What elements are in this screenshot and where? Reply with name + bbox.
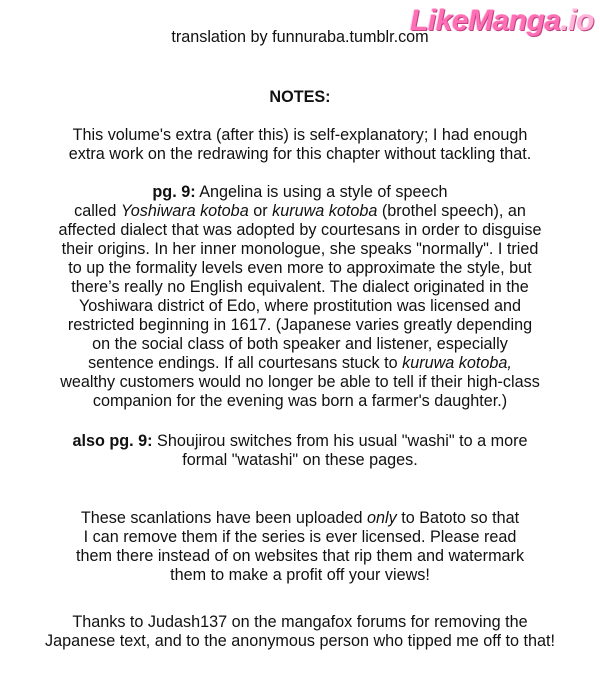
thanks-line-2: Japanese text, and to the anonymous person who tipped me off to that!: [45, 632, 555, 650]
note-text: or: [248, 202, 273, 220]
intro-line-1: This volume's extra (after this) is self-explanatory; I had enough: [72, 126, 528, 144]
note-text: sentence endings. If all courtesans stuck to: [88, 354, 403, 372]
intro-line-2: extra work on the redrawing for this chapter without tackling that.: [68, 145, 532, 163]
note-pg9-text: Angelina is using a style of speech: [195, 183, 448, 201]
note-also-pg9-label: also pg. 9:: [72, 432, 153, 450]
notes-heading: NOTES:: [269, 88, 331, 106]
note-also-pg9-line-1: [0, 432, 600, 451]
note-pg9-line-9: on the social class of both speaker and listener, especially: [92, 335, 508, 353]
note-pg9-line-1: [0, 183, 600, 202]
term-kuruwa-kotoba: kuruwa kotoba,: [402, 354, 512, 372]
watermark-suffix: .io: [560, 4, 594, 37]
note-text: to Batoto so that: [396, 509, 520, 527]
note-pg9-line-10: [0, 354, 600, 373]
batoto-line-1: [0, 509, 600, 528]
term-yoshiwara-kotoba: Yoshiwara kotoba: [120, 202, 249, 220]
term-kuruwa-kotoba: kuruwa kotoba: [272, 202, 378, 220]
batoto-line-2: I can remove them if the series is ever licensed. Please read: [83, 528, 517, 546]
note-text: These scanlations have been uploaded: [80, 509, 368, 527]
emphasis-only: only: [367, 509, 397, 527]
thanks-line-1: Thanks to Judash137 on the mangafox forums for removing the: [72, 613, 528, 631]
note-pg9-line-5: to up the formality levels even more to approximate the style, but: [68, 259, 532, 277]
batoto-line-3: them there instead of on websites that rip them and watermark: [75, 547, 525, 565]
note-text: (brothel speech), an: [377, 202, 526, 220]
note-also-pg9-line-2: formal "watashi" on these pages.: [182, 451, 418, 469]
note-pg9-line-11: wealthy customers would no longer be able to tell if their high-class: [60, 373, 540, 391]
note-text: Shoujirou switches from his usual "washi" to a more: [152, 432, 528, 450]
note-pg9-line-8: restricted beginning in 1617. (Japanese varies greatly depending: [67, 316, 533, 334]
note-pg9-label: pg. 9:: [152, 183, 196, 201]
note-pg9-line-4: their origins. In her inner monologue, she speaks "normally". I tried: [61, 240, 539, 258]
note-pg9-line-12: companion for the evening was born a farmer's daughter.): [92, 392, 508, 410]
note-pg9-line-3: affected dialect that was adopted by courtesans in order to disguise: [58, 221, 542, 239]
batoto-line-4: them to make a profit off your views!: [170, 566, 430, 584]
note-pg9-line-7: Yoshiwara district of Edo, where prostitution was licensed and: [78, 297, 522, 315]
translation-credit: translation by funnuraba.tumblr.com: [171, 28, 429, 46]
watermark-text: LikeManga: [409, 4, 561, 37]
note-pg9-line-6: there’s really no English equivalent. The dialect originated in the: [71, 278, 529, 296]
note-pg9-line-2: [0, 202, 600, 221]
note-text: called: [74, 202, 121, 220]
